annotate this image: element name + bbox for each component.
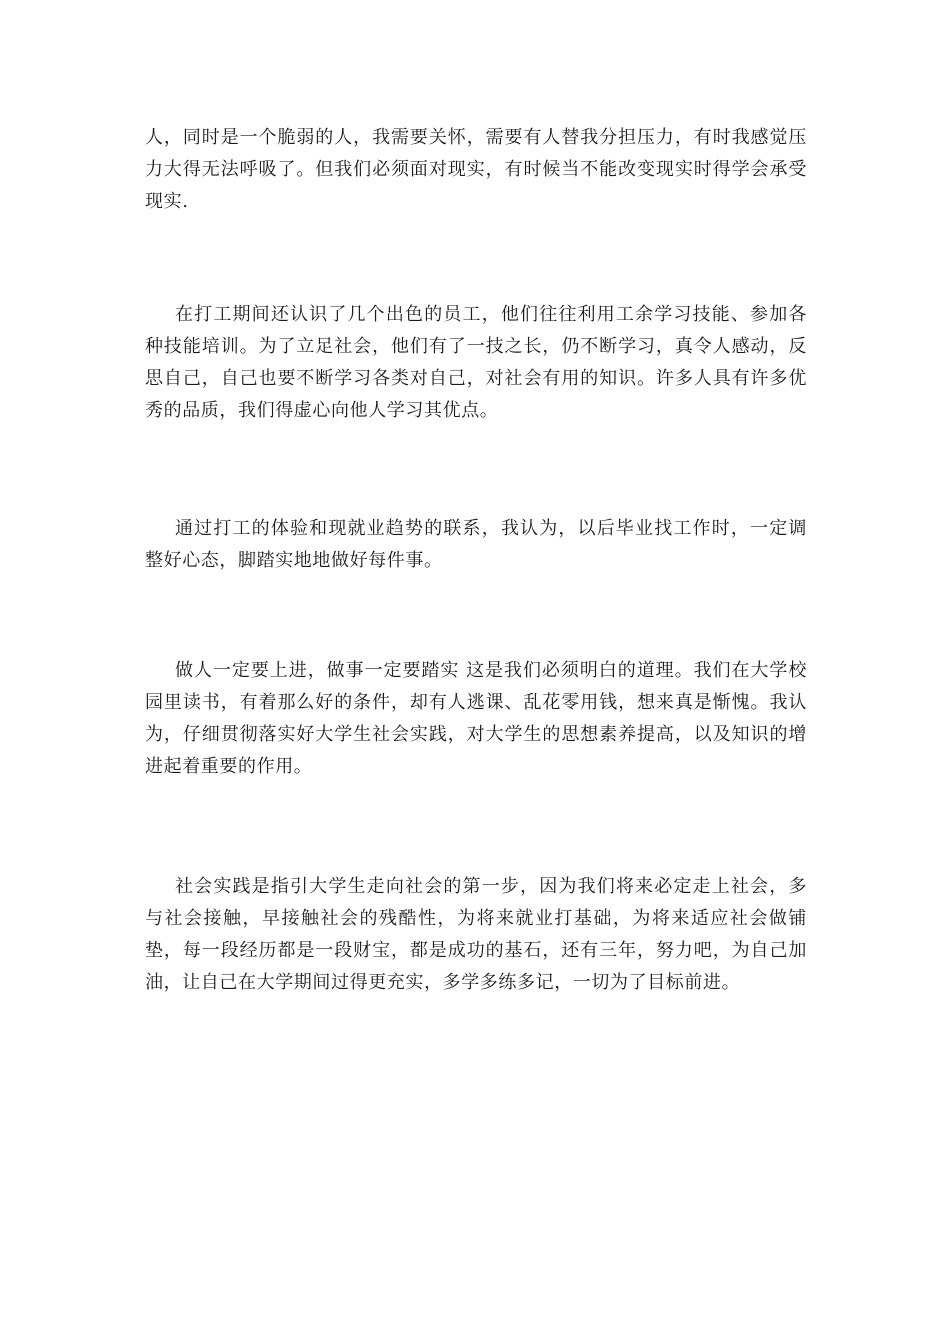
paragraph-colleagues: 在打工期间还认识了几个出色的员工，他们往往利用工余学习技能、参加各种技能培训。为了立足社会，他们有了一技之长，仍不断学习，真令人感动，反思自己，自己也要不断学习各类对自己，对社会有用的知识。许多人具有许多优秀的品质，我们得虚心向他人学习其优点。 [145,304,807,421]
paragraph-social-practice: 社会实践是指引大学生走向社会的第一步，因为我们将来必定走上社会，多与社会接触，早接触社会的残酷性，为将来就业打基础，为将来适应社会做铺垫，每一段经历都是一段财宝，都是成功的基石，还有三年，努力吧，为自己加油，让自己在大学期间过得更充实，多学多练多记，一切为了目标前进。 [145,876,807,993]
paragraph-continued: 人，同时是一个脆弱的人，我需要关怀，需要有人替我分担压力，有时我感觉压力大得无法呼吸了。但我们必须面对现实，有时候当不能改变现实时得学会承受现实. [145,127,807,212]
paragraph-attitude: 做人一定要上进，做事一定要踏实 这是我们必须明白的道理。我们在大学校园里读书，有着那么好的条件，却有人逃课、乱花零用钱，想来真是惭愧。我认为，仔细贯彻落实好大学生社会实践，对大学生的思想素养提高，以及知识的增进起着重要的作用。 [145,660,807,777]
paragraph-employment: 通过打工的体验和现就业趋势的联系，我认为，以后毕业找工作时，一定调整好心态，脚踏实地地做好每件事。 [145,518,807,571]
